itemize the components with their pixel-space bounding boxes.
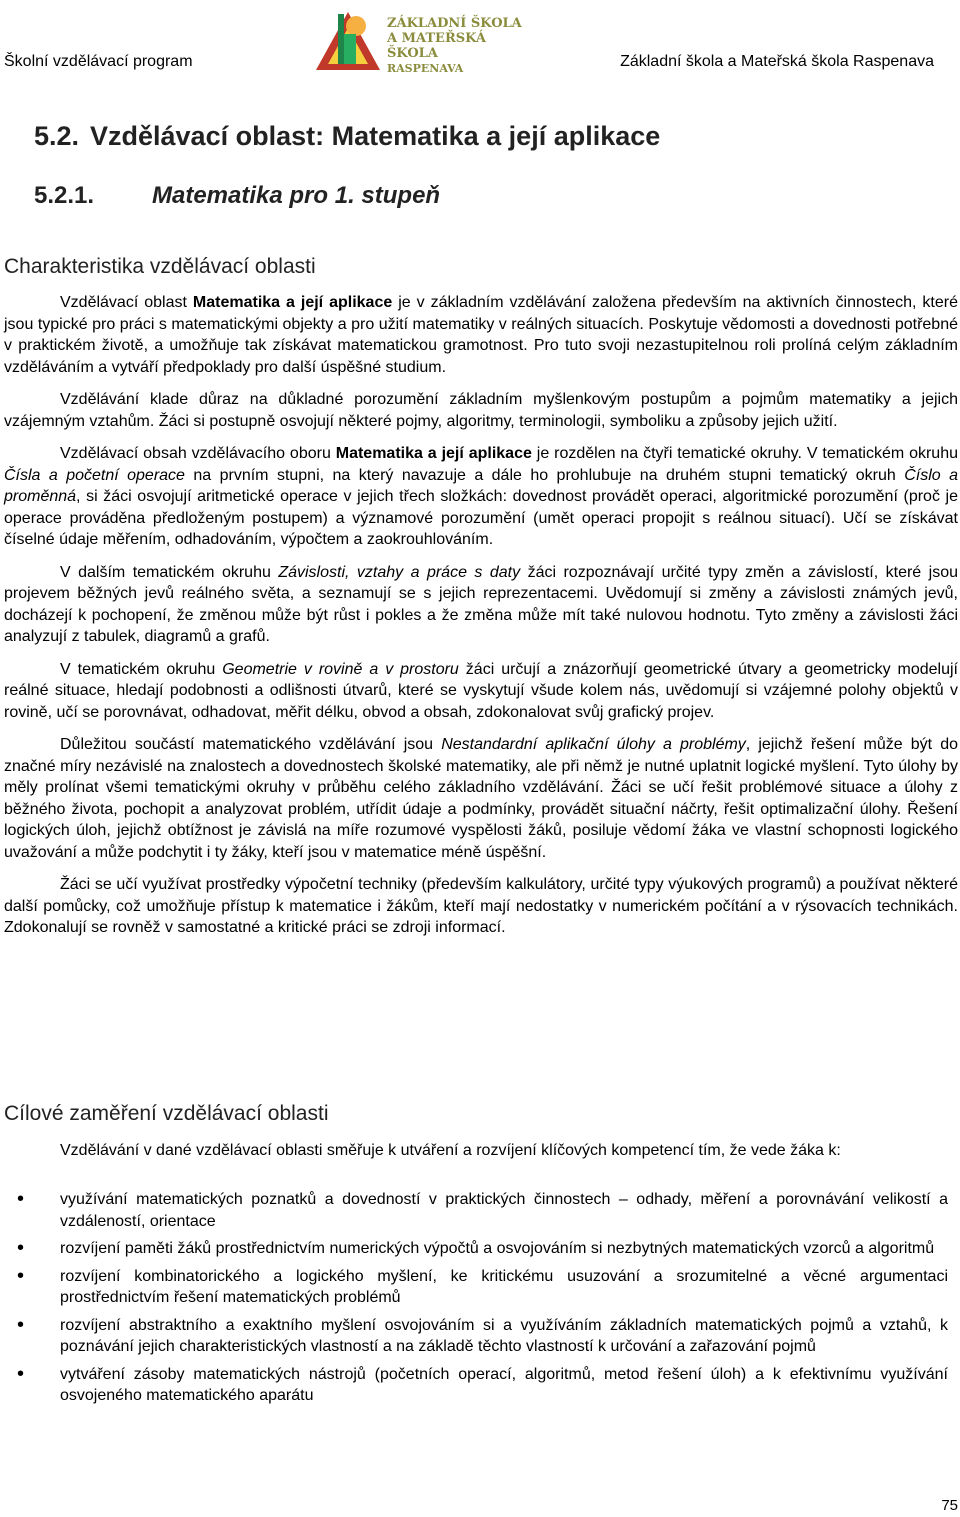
logo-line-2: A MATEŘSKÁ ŠKOLA	[387, 31, 487, 61]
paragraph-7: Žáci se učí využívat prostředky výpočetní techniky (především kalkulátory, určité typy výukových programů) a používat některé další pomůcky, což umožňuje přístup k matematice i žákům, kteří mají nedostatky v numerickém počítání a v rýsovacích technikách. Zdokonalují se rovněž v samostatné a kritické práci se zdroji informací.	[4, 876, 958, 936]
list-item: • rozvíjení abstraktního a exaktního myšlení osvojováním si a využíváním základních matematických pojmů a vztahů, k poznávání jejich charakteristických vlastností a na základě těchto vlastností k určování a zařazování pojmů	[17, 1313, 948, 1355]
goals-heading: Cílové zaměření vzdělávací oblasti	[4, 1102, 329, 1125]
logo-line-3: RASPENAVA	[387, 62, 464, 75]
logo-line-1: ZÁKLADNÍ ŠKOLA	[387, 16, 522, 31]
paragraph-6: Důležitou součástí matematického vzdělávání jsou Nestandardní aplikační úlohy a problémy, jejichž řešení může být do značné míry nezávislé na znalostech a dovednostech školské matematiky, ale při němž je nutné uplatnit logické myšlení. Tyto úlohy by měly prolínat všemi tematickými okruhy v průběhu celého základního vzdělávání. Žáci se učí řešit problémové situace a úlohy z běžného života, pochopit a analyzovat problém, utřídit údaje a podmínky, provádět situační náčrty, řešit optimalizační úlohy. Řešení logických úloh, jejichž obtížnost je závislá na míře rozumové vyspělosti žáků, posiluje vědomí žáka ve vlastní schopnosti logického uvažování a může podchytit i ty žáky, kteří jsou v matematice méně úspěšní.	[4, 736, 958, 861]
goals-intro-text: Vzdělávání v dané vzdělávací oblasti směřuje k utváření a rozvíjení klíčových kompetencí tím, že vede žáka k:	[60, 1142, 841, 1159]
subsection-number: 5.2.1.	[34, 182, 95, 209]
paragraph-5: V tematickém okruhu Geometrie v rovině a v prostoru žáci určují a znázorňují geometrické útvary a geometricky modelují reálné situace, hledají podobnosti a odlišnosti útvarů, které se vyskytují všude kolem nás, uvědomují si vzájemné polohy objektů v rovině, učí se porovnávat, odhadovat, měřit délku, obvod a obsah, zdokonalovat svůj grafický projev.	[4, 660, 959, 721]
page-number: 75	[941, 1497, 958, 1514]
subsection-title: Matematika pro 1. stupeň	[152, 182, 441, 209]
list-item: • vytváření zásoby matematických nástrojů (početních operací, algoritmů, metod řešení úloh) a k efektivnímu využívání osvojeného matematického aparátu	[17, 1362, 948, 1404]
list-item: • využívání matematických poznatků a dovedností v praktických činnostech – odhady, měření a porovnávání velikostí a vzdáleností, orientace	[17, 1188, 948, 1230]
characteristics-body	[4, 292, 958, 950]
list-item: • rozvíjení paměti žáků prostřednictvím numerických výpočtů a osvojováním si nezbytných matematických vzorců a algoritmů	[17, 1237, 935, 1259]
subsection-heading	[34, 182, 440, 210]
goals-list	[4, 1189, 948, 1413]
school-logo-text	[387, 16, 532, 76]
paragraph-3: Vzdělávací obsah vzdělávacího oboru Matematika a její aplikace je rozdělen na čtyři tematické okruhy. V tematickém okruhu Čísla a početní operace na prvním stupni, na který navazuje a dále ho prohlubuje na druhém stupni tematický okruh Číslo a proměnná, si žáci osvojují aritmetické operace v jejich třech složkách: dovednost provádět operaci, algoritmické porozumění (proč je operace prováděna předloženým postupem) a významové porozumění (umět operaci propojit s reálnou situací). Učí se získávat číselné údaje měřením, odhadováním, výpočtem a zaokrouhlováním.	[4, 445, 959, 548]
header-school-name: Základní škola a Mateřská škola Raspenava	[620, 53, 934, 70]
list-item: • rozvíjení kombinatorického a logického myšlení, ke kritickému usuzování a srozumitelné a věcné argumentaci prostřednictvím řešení matematických problémů	[17, 1264, 948, 1306]
section-number: 5.2.	[34, 121, 80, 151]
paragraph-1: Vzdělávací oblast Matematika a její aplikace je v základním vzdělávání založena především na aktivních činnostech, které jsou typické pro práci s matematickými objekty a pro užití matematiky v reálných situacích. Poskytuje vědomosti a dovednosti potřebné v praktickém životě, a umožňuje tak získávat matematickou gramotnost. Pro tuto svoji nezastupitelnou roli prolíná celým základním vzděláváním a vytváří předpoklady pro další úspěšné studium.	[4, 294, 958, 376]
school-logo	[312, 4, 532, 76]
section-heading	[34, 121, 660, 152]
page-header	[0, 0, 960, 90]
paragraph-4: V dalším tematickém okruhu Závislosti, vztahy a práce s daty žáci rozpoznávají určité typy změn a závislostí, které jsou projevem běžných jevů reálného světa, a seznamují se s jejich reprezentacemi. Uvědomují si změny a závislosti známých jevů, docházejí k pochopení, že změnou může být růst i pokles a že změna může mít také nulovou hodnotu. Tyto změny a závislosti žáci analyzují z tabulek, diagramů a grafů.	[4, 563, 959, 645]
school-logo-icon	[312, 4, 392, 76]
paragraph-2: Vzdělávání klade důraz na důkladné porozumění základním myšlenkovým postupům a pojmům matematiky a jejich vzájemným vztahům. Žáci si postupně osvojují některé pojmy, algoritmy, terminologii, symboliku a způsoby jejich užití.	[4, 391, 958, 430]
section-title: Vzdělávací oblast: Matematika a její aplikace	[90, 121, 661, 151]
header-program-title: Školní vzdělávací program	[4, 53, 193, 70]
characteristics-heading: Charakteristika vzdělávací oblasti	[4, 255, 316, 278]
goals-intro	[4, 1140, 958, 1173]
